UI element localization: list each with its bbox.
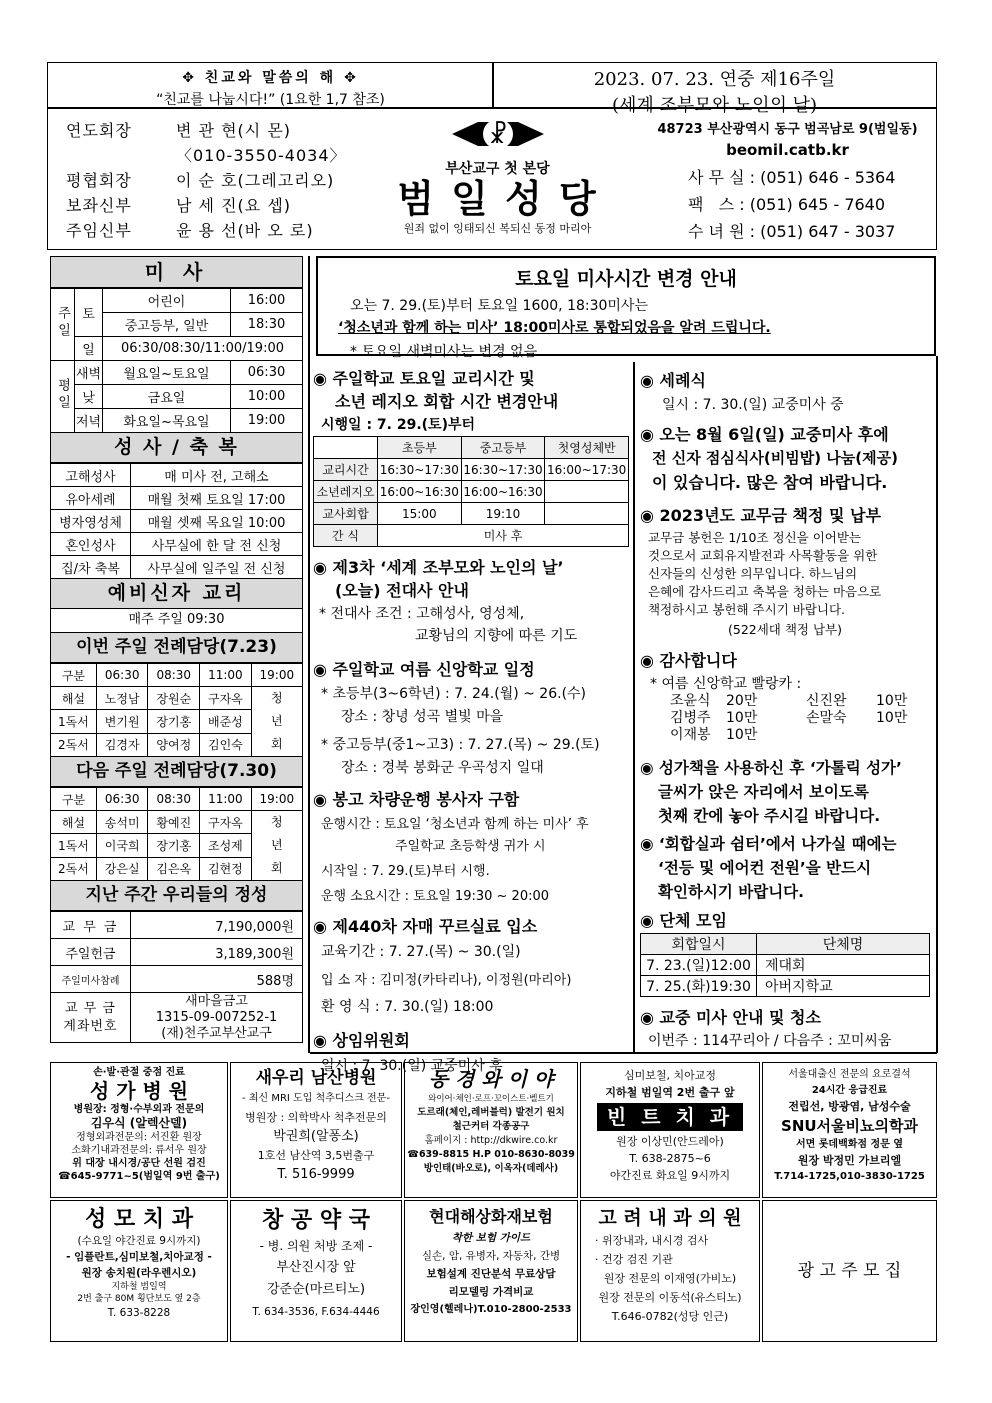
school-cell: 미사 후 — [378, 525, 629, 547]
staff-row: 보좌신부 남 세 진(요 셉) — [66, 196, 292, 215]
school-cell — [545, 481, 629, 503]
meeting-room-l3: 확인하시기 바랍니다. — [658, 883, 805, 901]
sacrament-desc: 매월 셋째 목요일 10:00 — [131, 510, 303, 533]
notice-line2: ‘청소년과 함께 하는 미사’ 18:00미사로 통합되었음을 알려 드립니다. — [338, 320, 771, 336]
liturgy-cell: 강은실 — [96, 857, 148, 880]
grandparents-title2: (오늘) 전대사 안내 — [335, 581, 469, 600]
ad-snu-urology: 서울대출신 전문의 요로결석 24시간 응급진료 전립선, 방광염, 남성수술 SNU서울비뇨의학과 서면 롯데백화점 정문 옆 원장 박정민 가브리엘 T.714-1725,010-3830-1725 — [762, 1062, 937, 1198]
day-label: 일 — [75, 337, 103, 361]
liturgy-header: 11:00 — [200, 788, 252, 811]
group-cell: 7. 23.(일)12:00 — [641, 955, 757, 976]
liturgy-cell: 양여정 — [148, 733, 200, 756]
groups-table — [640, 933, 930, 997]
this-week-title: 이번 주일 전례담당(7.23) — [50, 633, 303, 663]
sacrament-name: 병자영성체 — [51, 510, 131, 533]
mass-cell: 새벽 — [75, 361, 103, 385]
ad-namsan-hospital: 새우리 남산병원 - 최신 MRI 도입 척추디스크 전문- 병원장 : 의학박사 척추전문의 박권희(알퐁소) 1호선 남산역 3,5번출구 T. 516-9999 — [230, 1062, 402, 1198]
group-cell: 7. 25.(화)19:30 — [641, 976, 757, 997]
committee-title: ◉ 상임위원회 — [313, 1031, 410, 1050]
right-main-column — [640, 368, 934, 1050]
date-line: 2023. 07. 23. 연중 제16주일 — [593, 69, 836, 90]
notice-line3: * 토요일 새벽미사는 변경 없음 — [350, 344, 538, 360]
parish-logo — [370, 114, 625, 236]
liturgy-cell: 황예진 — [148, 811, 200, 834]
school-cell: 16:00~16:30 — [378, 481, 462, 503]
liturgy-cell: 변기원 — [96, 710, 148, 733]
liturgy-cell: 김인숙 — [200, 733, 252, 756]
group-header: 단체명 — [757, 934, 930, 955]
ad-bint-dental: 심미보철, 치아교정 지하철 범일역 2번 출구 앞 빈 트 치 과 원장 이상민(안드레아) T. 638-2875~6 야간진료 화요일 9시까지 — [580, 1062, 760, 1198]
account-info: 새마을금고 1315-09-007252-1 (재)천주교부산교구 — [131, 993, 303, 1043]
school-cell: 16:00~17:30 — [545, 459, 629, 481]
school-cell: 15:00 — [378, 503, 462, 525]
liturgy-cell: 송석미 — [96, 811, 148, 834]
group-header: 회합일시 — [641, 934, 757, 955]
liturgy-cell: 김경자 — [96, 733, 148, 756]
liturgy-cell: 장원순 — [148, 687, 200, 710]
tithe-l3: 신자들의 신성한 의무입니다. 하느님의 — [648, 566, 858, 581]
sat-label: 토 — [75, 289, 103, 337]
liturgy-cell: 해설 — [51, 811, 97, 834]
liturgy-header: 구분 — [51, 788, 97, 811]
chi-rho-icon — [448, 114, 548, 154]
liturgy-header: 구분 — [51, 664, 97, 687]
liturgy-cell: 배준성 — [200, 710, 252, 733]
offering-label: 주일미사참례 — [51, 966, 131, 993]
offering-value: 588명 — [131, 966, 303, 993]
car-l1: 운행시간 : 토요일 ‘청소년과 함께 하는 미사’ 후 — [321, 817, 589, 832]
hymn-l1: ◉ 성가책을 사용하신 후 ‘가톨릭 성가’ — [640, 759, 902, 777]
sacraments-table — [50, 463, 303, 579]
mass-cell: 중고등부, 일반 — [103, 313, 231, 337]
meeting-room-l2: ‘전등 및 에어컨 전원’을 반드시 — [658, 859, 872, 877]
thanks-l1: * 여름 신앙학교 빨랑카 : — [650, 676, 802, 692]
sacrament-desc: 사무실에 일주일 전 신청 — [131, 556, 303, 579]
liturgy-cell: 구자옥 — [200, 811, 252, 834]
grandparents-line2: 교황님의 지향에 따른 기도 — [415, 628, 578, 644]
tithe-title: ◉ 2023년도 교무금 책정 및 납부 — [640, 506, 881, 525]
catechumen-time: 매주 주일 09:30 — [50, 609, 303, 633]
main-right-line — [936, 356, 938, 1053]
ad-dongkyung-wire: 동 경 와 이 야 와이어·체인·로프·꼬이스트·벨트기 도르래(체인,레버블럭) 발전기 원치 철근커터 각종공구 홈페이지 : http://dkwire.co.kr ☎639-8815 H.P 010-8630-8039 방인태(바오로), 이옥자(데레사) — [404, 1062, 578, 1198]
grandparents-title1: ◉ 제3차 ‘세계 조부모와 노인의 날’ — [313, 558, 564, 577]
summer-school-l1: * 초등부(3~6학년) : 7. 24.(월) ~ 26.(수) — [321, 686, 587, 702]
tithe-l4: 은혜에 감사드리고 축복을 청하는 마음으로 — [648, 584, 882, 599]
offering-value: 7,190,000원 — [131, 912, 303, 939]
sunday-label: 주일 — [51, 289, 75, 361]
header-theme-box — [47, 62, 494, 108]
liturgy-cell: 김은옥 — [148, 857, 200, 880]
group-cell: 아버지학교 — [757, 976, 930, 997]
main-left-line — [308, 256, 310, 1053]
column-divider — [633, 362, 635, 1052]
baptism-l1: 일시 : 7. 30.(일) 교중미사 중 — [662, 397, 844, 413]
mass-table — [50, 288, 303, 433]
hymn-l2: 글씨가 앉은 자리에서 보이도록 — [658, 783, 869, 801]
sunday-school-title2: 소년 레지오 회합 시간 변경안내 — [335, 392, 559, 411]
mass-cell: 19:00 — [231, 409, 303, 433]
summer-school-title: ◉ 주일학교 여름 신앙학교 일정 — [313, 660, 535, 679]
left-main-column — [313, 366, 631, 1075]
school-cell: 16:00~16:30 — [461, 481, 545, 503]
sacrament-name: 고해성사 — [51, 464, 131, 487]
logo-subtitle: 부산교구 첫 본당 — [445, 161, 550, 177]
tithe-l2: 것으로서 교회유지발전과 사목활동을 위한 — [648, 548, 878, 563]
mass-cell: 16:00 — [231, 289, 303, 313]
sunday-school-start: 시행일 : 7. 29.(토)부터 — [321, 417, 476, 433]
mass-cell: 금요일 — [103, 385, 231, 409]
summer-school-l4: 장소 : 경북 봉화군 우곡성지 일대 — [341, 760, 544, 776]
car-l4: 운행 소요시간 : 토요일 19:30 ~ 20:00 — [321, 889, 550, 904]
logo-motto: 원죄 없이 잉태되신 복되신 동정 마리아 — [403, 222, 592, 235]
mass-cell: 저녁 — [75, 409, 103, 433]
account-label: 교 무 금 계좌번호 — [51, 993, 131, 1043]
header-date-box — [492, 62, 937, 116]
date-subtitle: (세계 조부모와 노인의 날) — [611, 95, 818, 116]
offering-value: 3,189,300원 — [131, 939, 303, 966]
liturgy-cell: 1독서 — [51, 710, 97, 733]
sidebar — [50, 256, 303, 1043]
tithe-l5: 책정하시고 봉헌해 주시기 바랍니다. — [648, 602, 846, 617]
liturgy-cell: 김현정 — [200, 857, 252, 880]
tithe-l1: 교무금 봉헌은 1/10조 정신을 이어받는 — [648, 530, 862, 545]
school-cell: 소년레지오 — [314, 481, 378, 503]
thanks-title: ◉ 감사합니다 — [640, 651, 737, 670]
meeting-room-l1: ◉ ‘회합실과 쉼터’에서 나가실 때에는 — [640, 835, 897, 853]
catechumen-title: 예비신자 교리 — [50, 579, 303, 609]
office-phone: 사 무 실 : (051) 646 - 5364 — [688, 168, 896, 187]
offerings-title: 지난 주간 우리들의 정성 — [50, 881, 303, 911]
car-l2: 주일학교 초등학생 귀가 시 — [395, 839, 546, 854]
saturday-notice — [316, 256, 936, 360]
liturgy-header: 06:30 — [96, 664, 148, 687]
school-cell: 교사회합 — [314, 503, 378, 525]
svg-text:☧: ☧ — [488, 121, 507, 149]
sisters-l3: 환 영 식 : 7. 30.(일) 18:00 — [321, 999, 494, 1015]
staff-row: 주임신부 윤 용 선(바 오 로) — [66, 221, 314, 240]
school-header: 첫영성체반 — [545, 437, 629, 459]
school-cell: 19:10 — [461, 503, 545, 525]
notice-title: 토요일 미사시간 변경 안내 — [515, 268, 737, 290]
sacrament-name: 집/차 축복 — [51, 556, 131, 579]
liturgy-cell: 조성제 — [200, 834, 252, 857]
notice-line1: 오는 7. 29.(토)부터 토요일 1600, 18:30미사는 — [350, 298, 648, 314]
liturgy-cell: 장기홍 — [148, 710, 200, 733]
liturgy-cell: 2독서 — [51, 857, 97, 880]
school-cell: 교리시간 — [314, 459, 378, 481]
ad-changgong-pharmacy: 창 공 약 국 - 병. 의원 처방 조제 - 부산진시장 앞 강준순(마르티노) T. 634-3536, F.634-4446 — [230, 1200, 402, 1342]
staff-list — [66, 118, 366, 243]
grandparents-line1: * 전대사 조건 : 고해성사, 영성체, — [319, 606, 525, 622]
sacrament-name: 혼인성사 — [51, 533, 131, 556]
liturgy-header: 11:00 — [200, 664, 252, 687]
this-week-table — [50, 663, 303, 757]
offering-label: 교 무 금 — [51, 912, 131, 939]
car-title: ◉ 봉고 차량운행 봉사자 구함 — [313, 790, 520, 809]
ad-sungga-hospital: 손·발·관절 중점 진료 성 가 병 원 병원장: 정형·수부외과 전문의 김우식 (알렉산델) 정형외과전문의: 서진환 원장 소화기내과전문의: 류서우 원장 위 대장 내시경/공단 선원 검진 ☎645-9771~5(범일역 9번 출구) — [50, 1062, 228, 1198]
weekday-label: 평일 — [51, 361, 75, 433]
mass-cell: 월요일~토요일 — [103, 361, 231, 385]
mass-cell: 06:30/08:30/11:00/19:00 — [103, 337, 303, 361]
sisters-l1: 교육기간 : 7. 27.(목) ~ 30.(일) — [321, 944, 521, 960]
cleaning-title: ◉ 교중 미사 안내 및 청소 — [640, 1008, 821, 1027]
ad-sungmo-dental: 성 모 치 과 (수요일 야간진료 9시까지) - 임플란트,심미보철,치아교정 - 원장 송치원(라우렌시오) 지하철 범일역 2번 출구 80M 횡단보도 옆 2층 T. 633-8228 — [50, 1200, 228, 1342]
parish-name: 범 일 성 당 — [397, 176, 598, 221]
mass-cell: 어린이 — [103, 289, 231, 313]
mass-cell: 06:30 — [231, 361, 303, 385]
youth-cell: 청 년 회 — [251, 811, 302, 881]
theme-subtitle: “친교를 나눕시다!” (1요한 1,7 참조) — [156, 92, 385, 108]
sunday-school-title1: ◉ 주일학교 토요일 교리시간 및 — [313, 369, 535, 388]
liturgy-cell: 1독서 — [51, 834, 97, 857]
school-cell: 16:30~17:30 — [461, 459, 545, 481]
mass-cell: 10:00 — [231, 385, 303, 409]
groups-title: ◉ 단체 모임 — [640, 911, 727, 930]
sacraments-title: 성 사 / 축 복 — [50, 433, 303, 463]
liturgy-header: 06:30 — [96, 788, 148, 811]
liturgy-cell: 해설 — [51, 687, 97, 710]
sacrament-name: 유아세례 — [51, 487, 131, 510]
mass-cell: 화요일~목요일 — [103, 409, 231, 433]
staff-row: 연도회장 변 관 현(시 몬) — [66, 121, 292, 140]
baptism-title: ◉ 세례식 — [640, 371, 706, 390]
next-week-title: 다음 주일 전례담당(7.30) — [50, 757, 303, 787]
tithe-l6: (522세대 책정 납부) — [728, 622, 843, 637]
offerings-table — [50, 911, 303, 1043]
liturgy-cell: 이국희 — [96, 834, 148, 857]
sisters-l2: 입 소 자 : 김미정(카타리나), 이정원(마리아) — [321, 973, 572, 988]
mass-cell: 18:30 — [231, 313, 303, 337]
hymn-l3: 첫째 칸에 놓아 주시길 바랍니다. — [658, 807, 881, 825]
fax-phone: 팩 스 : (051) 645 - 7640 — [688, 195, 886, 214]
meal-l1: ◉ 오는 8월 6일(일) 교중미사 후에 — [640, 425, 889, 444]
sisters-title: ◉ 제440차 자매 꾸르실료 입소 — [313, 917, 538, 936]
website: beomil.catb.kr — [726, 141, 849, 159]
liturgy-header: 19:00 — [251, 788, 302, 811]
liturgy-header: 08:30 — [148, 788, 200, 811]
liturgy-cell: 구자옥 — [200, 687, 252, 710]
summer-school-l2: 장소 : 창녕 성곡 별빛 마을 — [341, 709, 504, 725]
school-cell: 간 식 — [314, 525, 378, 547]
offering-label: 주일헌금 — [51, 939, 131, 966]
liturgy-cell: 장기홍 — [148, 834, 200, 857]
sacrament-desc: 사무실에 한 달 전 신청 — [131, 533, 303, 556]
sunday-school-table — [313, 436, 629, 547]
donors-table: 조윤식 20만 신진완 10만 김병주 10만 손말숙 10만 이재봉 10만 — [670, 693, 908, 743]
sacrament-desc: 매월 첫째 토요일 17:00 — [131, 487, 303, 510]
liturgy-cell: 2독서 — [51, 733, 97, 756]
cleaning-l1: 이번주 : 114꾸리아 / 다음주 : 꼬미씨움 — [648, 1033, 892, 1049]
summer-school-l3: * 중고등부(중1~고3) : 7. 27.(목) ~ 29.(토) — [321, 737, 600, 753]
mass-cell: 낮 — [75, 385, 103, 409]
school-header: 중고등부 — [461, 437, 545, 459]
school-header: 초등부 — [378, 437, 462, 459]
staff-row: 평협회장 이 순 호(그레고리오) — [66, 171, 335, 190]
mass-title: 미 사 — [50, 256, 303, 288]
youth-cell: 청 년 회 — [251, 687, 302, 757]
school-cell — [545, 503, 629, 525]
theme-title: ✥ 친교와 말씀의 해 ✥ — [182, 70, 359, 86]
address: 48723 부산광역시 동구 범곡남로 9(범일동) — [657, 122, 918, 137]
ad-advertiser-wanted: 광 고 주 모 집 — [762, 1200, 937, 1342]
next-week-table — [50, 787, 303, 881]
liturgy-header: 19:00 — [251, 664, 302, 687]
sacrament-desc: 매 미사 전, 고해소 — [131, 464, 303, 487]
ad-koryo-clinic: 고 려 내 과 의 원 · 위장내과, 내시경 검사 · 건강 검진 기관 원장 전문의 이재영(가비노) 원장 전문의 이동석(유스티노) T.646-0782(성당 인근) — [580, 1200, 760, 1342]
liturgy-header: 08:30 — [148, 664, 200, 687]
contact-block — [640, 118, 935, 242]
school-cell: 16:30~17:30 — [378, 459, 462, 481]
liturgy-cell: 노정남 — [96, 687, 148, 710]
staff-row: 〈010-3550-4034〉 — [176, 146, 347, 165]
nun-phone: 수 녀 원 : (051) 647 - 3037 — [688, 222, 896, 241]
committee-l1: 일시 : 7. 30.(일) 교중미사 후 — [321, 1058, 503, 1074]
school-header — [314, 437, 378, 459]
car-l3: 시작일 : 7. 29.(토)부터 시행. — [321, 864, 490, 879]
meal-l2: 전 신자 점심식사(비빔밥) 나눔(제공) — [652, 449, 898, 467]
meal-l3: 이 있습니다. 많은 참여 바랍니다. — [652, 473, 888, 492]
ad-hyundai-insurance: 현대해상화재보험 착한 보험 가이드 실손, 암, 유병자, 자동차, 간병 보험설계 진단분석 무료상담 리모델링 가격비교 장인영(헬레나)T.010-2800-2533 — [404, 1200, 578, 1342]
group-cell: 제대회 — [757, 955, 930, 976]
